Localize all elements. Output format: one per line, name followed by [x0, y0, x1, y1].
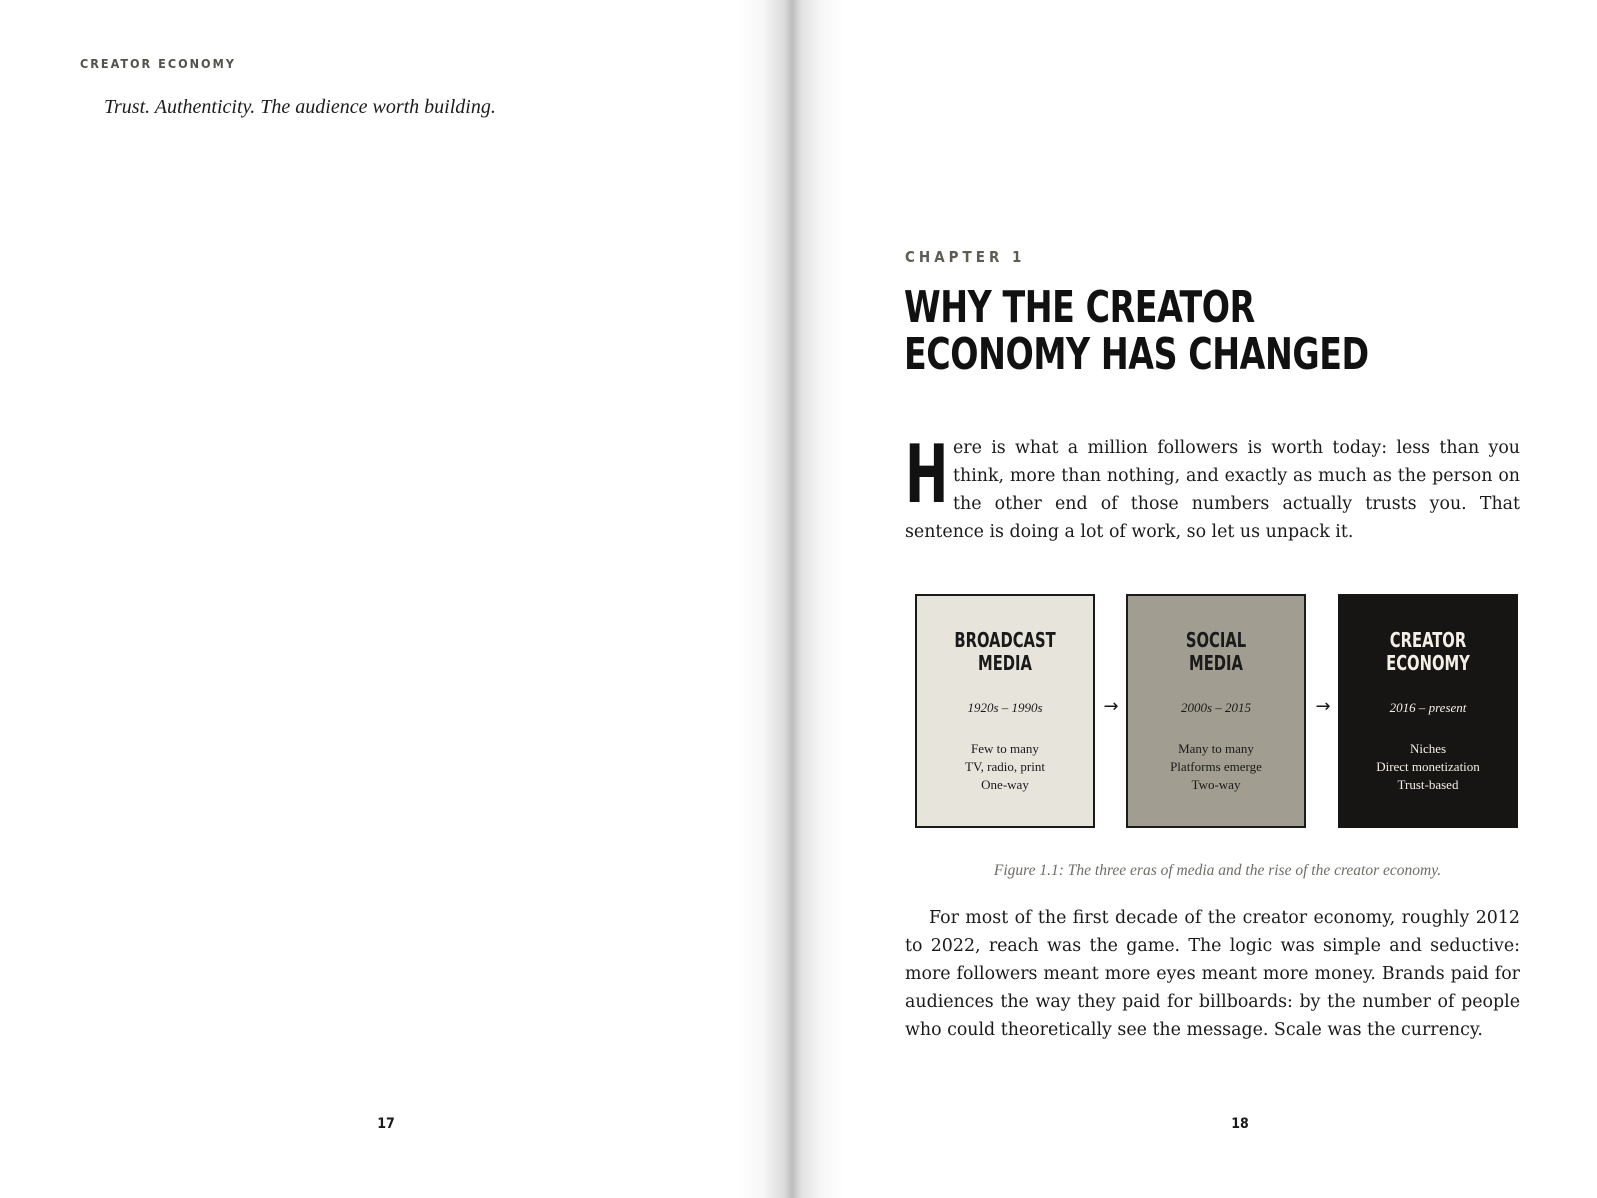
media-eras-figure: [915, 594, 1521, 830]
body-paragraph: For most of the first decade of the creator economy, roughly 2012 to 2022, reach was the game. The logic was simple and seductive: more followers meant more eyes meant more money. Brands paid for audiences the way they paid for billboards: by the number of people who could theoretically see the message. Scale was the currency.: [905, 908, 1520, 1040]
chapter-title: WHY THE CREATOR ECONOMY HAS CHANGED: [904, 282, 1369, 380]
era-characteristic: Few to many: [971, 741, 1039, 756]
opening-paragraph-text: ere is what a million followers is worth today: less than you think, more than nothing, and exactly as much as the person on the other end of those numbers actually trusts you. That sentence is doing a lot of work, so let us unpack it.: [905, 438, 1520, 542]
era-title: CREATOR ECONOMY: [1386, 628, 1470, 675]
era-characteristics: [1340, 740, 1516, 794]
running-head: CREATOR ECONOMY: [80, 56, 236, 71]
era-characteristics: [1128, 740, 1304, 794]
left-page: [0, 0, 790, 1198]
era-characteristic: Two-way: [1191, 777, 1241, 792]
chapter-label: CHAPTER 1: [905, 248, 1026, 266]
opening-paragraph: [905, 428, 1520, 546]
era-characteristic: Many to many: [1178, 741, 1254, 756]
drop-cap: H: [905, 428, 949, 521]
era-characteristic: TV, radio, print: [965, 759, 1045, 774]
era-characteristic: Trust-based: [1397, 777, 1459, 792]
era-characteristics: [917, 740, 1093, 794]
era-characteristic: Platforms emerge: [1170, 759, 1262, 774]
arrow-right-icon: →: [1315, 696, 1331, 717]
era-characteristic: One-way: [981, 777, 1029, 792]
page-number-right: 18: [1231, 1116, 1249, 1132]
era-card-social: [1126, 594, 1306, 828]
era-dates: 1920s – 1990s: [967, 700, 1043, 715]
arrow-right-icon: →: [1103, 696, 1119, 717]
era-card-creator: [1338, 594, 1518, 828]
era-card-broadcast: [915, 594, 1095, 828]
era-dates: 2000s – 2015: [1180, 700, 1252, 715]
era-characteristic: Direct monetization: [1376, 759, 1480, 774]
epigraph: Trust. Authenticity. The audience worth building.: [104, 96, 496, 118]
era-dates: 2016 – present: [1389, 700, 1467, 715]
era-title: BROADCAST MEDIA: [954, 628, 1056, 675]
right-page: [790, 0, 1597, 1198]
figure-caption: Figure 1.1: The three eras of media and the rise of the creator economy.: [993, 862, 1442, 879]
page-number-left: 17: [377, 1116, 395, 1132]
era-title: SOCIAL MEDIA: [1185, 628, 1247, 675]
era-characteristic: Niches: [1409, 741, 1447, 756]
